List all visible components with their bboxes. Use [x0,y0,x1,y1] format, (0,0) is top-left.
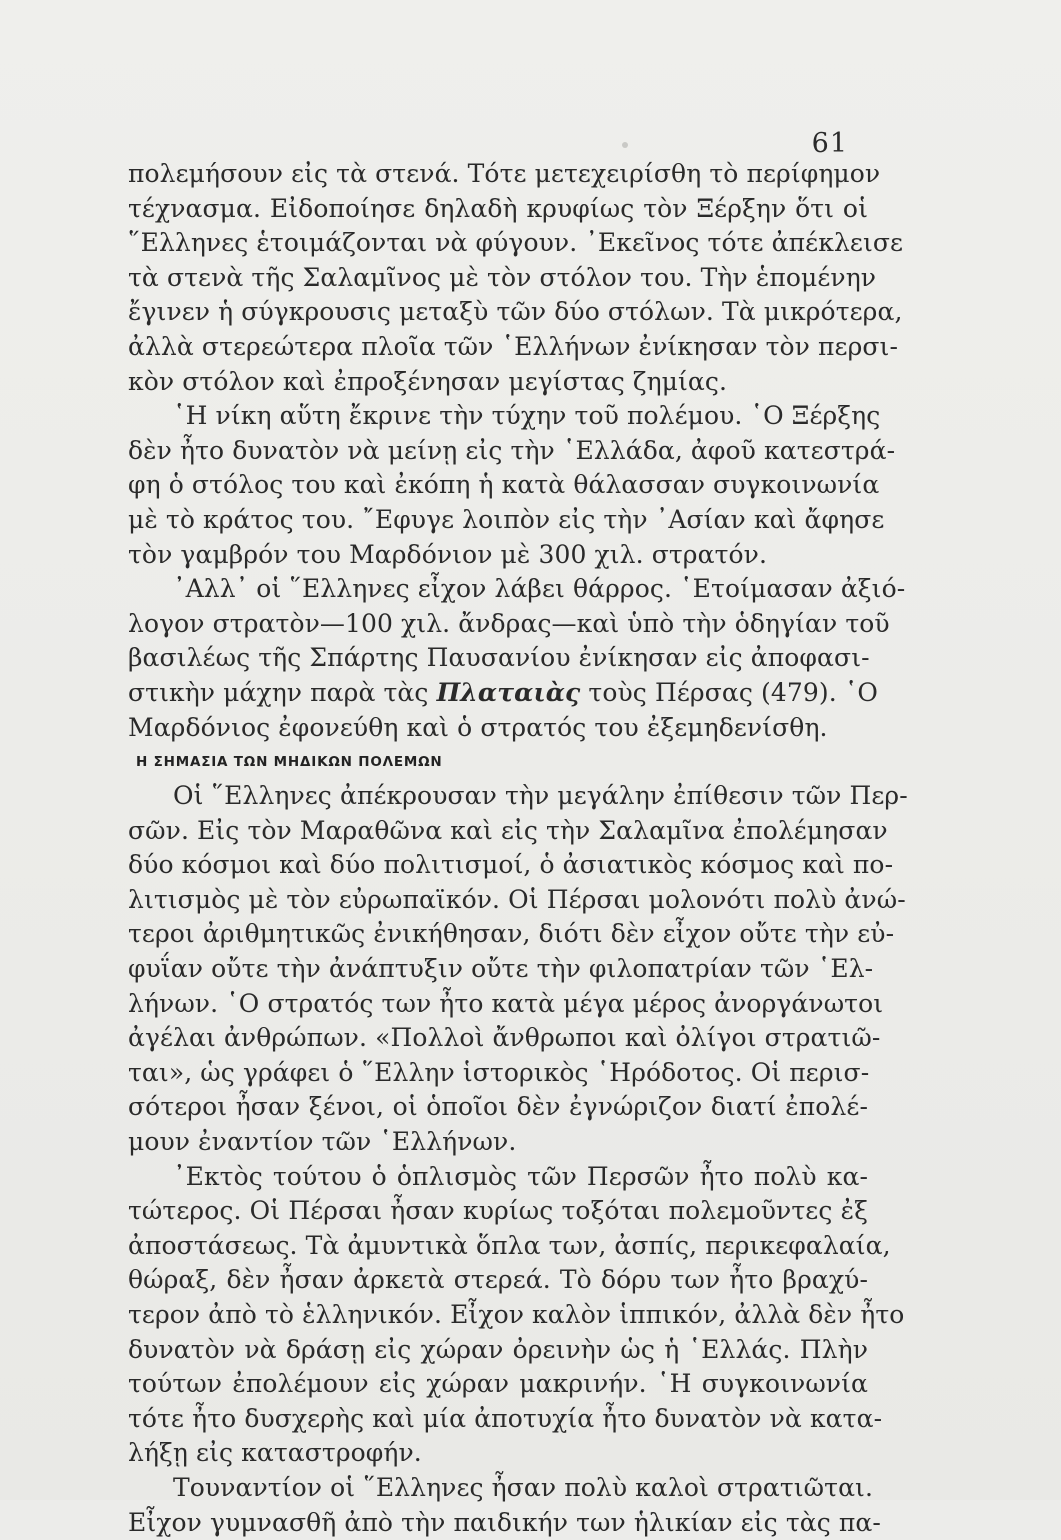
paper-speck [622,142,628,148]
paragraph-3 [128,572,906,745]
text-line: κὸν στόλον καὶ ἐπροξένησαν μεγίστας ζημίας. [128,366,728,396]
text-line: ἀλλὰ στερεώτερα πλοῖα τῶν ῾Ελλήνων ἐνίκησαν τὸν περσι- [128,331,898,361]
text-line: φη ὁ στόλος του καὶ ἐκόπη ἡ κατὰ θάλασσαν συγκοινωνία [128,470,880,500]
text-line: δυνατὸν νὰ δράσῃ εἰς χώραν ὀρεινὴν ὡς ἡ ῾Ελλάς. Πλὴν [128,1334,868,1364]
page-number: 61 [811,128,848,159]
text-line: τεροι ἀριθμητικῶς ἐνικήθησαν, διότι δὲν εἶχον οὔτε τὴν εὐ- [128,919,895,949]
text-line: Οἱ ῞Ελληνες ἀπέκρουσαν τὴν μεγάλην ἐπίθεσιν τῶν Περ- [173,781,908,811]
text-line: τὰ στενὰ τῆς Σαλαμῖνος μὲ τὸν στόλον του. Τὴν ἑπομένην [128,262,877,292]
text-line: ῾Η νίκη αὕτη ἔκρινε τὴν τύχην τοῦ πολέμου. ῾Ο Ξέρξης [173,401,881,431]
text-line: ᾿Εκτὸς τούτου ὁ ὁπλισμὸς τῶν Περσῶν ἦτο πολὺ κα- [173,1161,868,1191]
text-line: τώτερος. Οἱ Πέρσαι ἦσαν κυρίως τοξόται πολεμοῦντες ἐξ [128,1196,868,1226]
text-line: πολεμήσουν εἰς τὰ στενά. Τότε μετεχειρίσθη τὸ περίφημον [128,159,881,188]
text-line: Μαρδόνιος ἐφονεύθη καὶ ὁ στρατός του ἐξεμηδενίσθη. [128,712,828,742]
text-line: λήνων. ῾Ο στρατός των ἦτο κατὰ μέγα μέρος ἀνοργάνωτοι [128,988,884,1018]
text-line: σότεροι ἦσαν ξένοι, οἱ ὁποῖοι δὲν ἐγνώριζον διατί ἐπολέ- [128,1092,868,1122]
text-line: φυΐαν οὔτε τὴν ἀνάπτυξιν οὔτε τὴν φιλοπατρίαν τῶν ῾Ελ- [128,954,874,984]
text-line: Τουναντίον οἱ ῞Ελληνες ἦσαν πολὺ καλοὶ στρατιῶται. [173,1472,873,1502]
paragraph-4 [128,779,908,1160]
text-line: τέχνασμα. Εἰδοποίησε δηλαδὴ κρυφίως τὸν Ξέρξην ὅτι οἱ [128,193,868,223]
text-line: ἀγέλαι ἀνθρώπων. «Πολλοὶ ἄνθρωποι καὶ ὀλίγοι στρατιῶ- [128,1023,881,1053]
text-line: βασιλέως τῆς Σπάρτης Παυσανίου ἐνίκησαν εἰς ἀποφασι- [128,643,870,673]
text-line: Εἶχον γυμνασθῆ ἀπὸ τὴν παιδικήν των ἡλικίαν εἰς τὰς πα- [128,1507,881,1537]
text-line: λιτισμὸς μὲ τὸν εὐρωπαϊκόν. Οἱ Πέρσαι μολονότι πολὺ ἀνώ- [128,884,906,914]
text-line: λογον στρατὸν—100 χιλ. ἄνδρας—καὶ ὑπὸ τὴν ὁδηγίαν τοῦ [128,608,890,638]
text-line: δύο κόσμοι καὶ δύο πολιτισμοί, ὁ ἀσιατικὸς κόσμος καὶ πο- [128,850,894,880]
paragraph-6 [128,1471,881,1540]
text-line: τότε ἦτο δυσχερὴς καὶ μία ἀποτυχία ἦτο δυνατὸν νὰ κατα- [128,1403,883,1433]
paragraph-5 [128,1160,905,1471]
text-line: λήξῃ εἰς καταστροφήν. [128,1438,422,1468]
text-segment: τοὺς Πέρσας (479). ῾Ο [580,677,879,707]
text-line: θώραξ, δὲν ἦσαν ἀρκετὰ στερεά. Τὸ δόρυ των ἦτο βραχύ- [128,1265,868,1295]
body-text [128,157,908,1540]
section-heading: Η ΣΗΜΑΣΙΑ ΤΩΝ ΜΗΔΙΚΩΝ ΠΟΛΕΜΩΝ [136,754,443,771]
text-line [128,676,879,711]
battle-name: Πλαταιὰς [436,677,581,707]
text-line: μουν ἐναντίον τῶν ῾Ελλήνων. [128,1127,517,1157]
text-line: δὲν ἦτο δυνατὸν νὰ μείνῃ εἰς τὴν ῾Ελλάδα, ἀφοῦ κατεστρά- [128,435,896,465]
text-line: τερον ἀπὸ τὸ ἑλληνικόν. Εἶχον καλὸν ἱππικόν, ἀλλὰ δὲν ἦτο [128,1300,905,1329]
text-line: τὸν γαμβρόν του Μαρδόνιον μὲ 300 χιλ. στρατόν. [128,539,768,569]
text-line: ἔγινεν ἡ σύγκρουσις μεταξὺ τῶν δύο στόλων. Τὰ μικρότερα, [128,297,903,327]
text-line: ῞Ελληνες ἑτοιμάζονται νὰ φύγουν. ᾿Εκεῖνος τότε ἀπέκλεισε [128,228,904,258]
text-line: σῶν. Εἰς τὸν Μαραθῶνα καὶ εἰς τὴν Σαλαμῖνα ἐπολέμησαν [128,815,888,845]
text-line: ται», ὡς γράφει ὁ ῞Ελλην ἱστορικὸς ῾Ηρόδοτος. Οἱ περισ- [128,1057,870,1087]
text-line: μὲ τὸ κράτος του. ῎Εφυγε λοιπὸν εἰς τὴν ᾿Ασίαν καὶ ἄφησε [128,504,885,534]
paragraph-1 [128,157,904,399]
paragraph-2 [128,399,896,572]
text-line: ἀποστάσεως. Τὰ ἀμυντικὰ ὅπλα των, ἀσπίς, περικεφαλαία, [128,1230,891,1260]
text-line: τούτων ἐπολέμουν εἰς χώραν μακρινήν. ῾Η συγκοινωνία [128,1369,868,1399]
text-line: ᾿Αλλ᾿ οἱ ῞Ελληνες εἶχον λάβει θάρρος. ῾Ετοίμασαν ἀξιό- [173,574,906,604]
text-segment: στικὴν μάχην παρὰ τὰς [128,677,437,707]
